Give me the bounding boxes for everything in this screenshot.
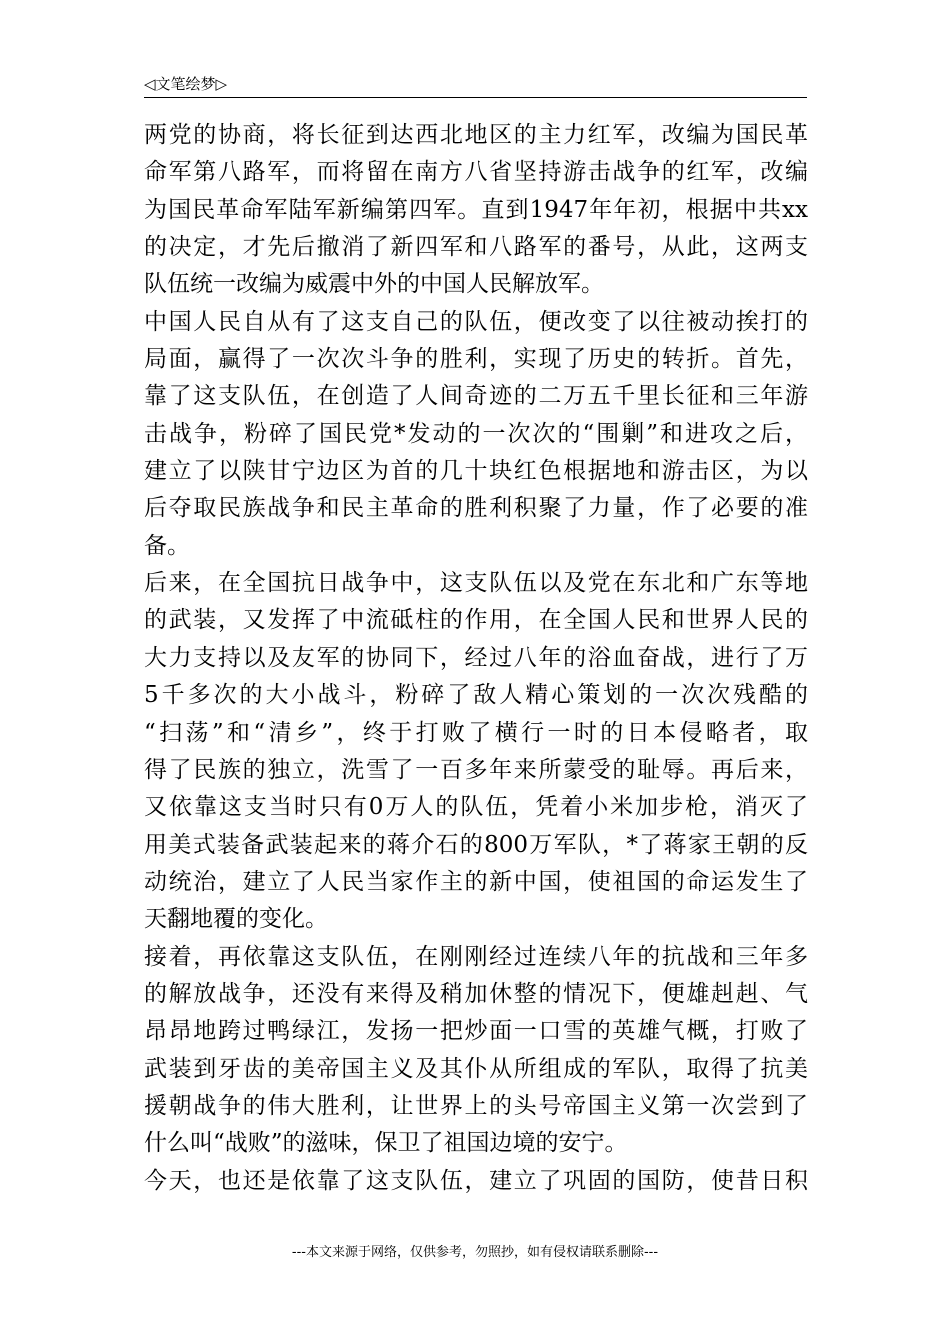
text-line: 局面，赢得了一次次斗争的胜利，实现了历史的转折。首先， (144, 346, 808, 373)
text-line: 今天，也还是依靠了这支队伍，建立了巩固的国防，使昔日积 (144, 1167, 808, 1194)
text-line: 建立了以陕甘宁边区为首的几十块红色根据地和游击区，为以 (144, 458, 808, 485)
text-line: 的解放战争，还没有来得及稍加休整的情况下，便雄赳赳、气 (144, 980, 808, 1007)
text-line: “扫荡”和“清乡”，终于打败了横行一时的日本侵略者，取 (144, 719, 808, 746)
text-line: 中国人民自从有了这支自己的队伍，便改变了以往被动挨打的 (144, 308, 808, 335)
text-line: 用美式装备武装起来的蒋介石的800万军队，*了蒋家王朝的反 (144, 831, 808, 858)
text-line: 昂昂地跨过鸭绿江，发扬一把炒面一口雪的英雄气概，打败了 (144, 1018, 808, 1045)
document-body (144, 117, 808, 1200)
footer-disclaimer: ---本文来源于网络，仅供参考，勿照抄，如有侵权请联系删除--- (291, 1245, 659, 1260)
text-line: 5千多次的大小战斗，粉碎了敌人精心策划的一次次残酷的 (144, 682, 808, 709)
text-line: 天翻地覆的变化。 (144, 906, 328, 933)
text-line: 两党的协商，将长征到达西北地区的主力红军，改编为国民革 (144, 122, 808, 148)
text-line: 接着，再依靠这支队伍，在刚刚经过连续八年的抗战和三年多 (144, 943, 808, 970)
text-line: 后夺取民族战争和民主革命的胜利积聚了力量，作了必要的准 (144, 495, 808, 522)
text-line: 什么叫“战败”的滋味，保卫了祖国边境的安宁。 (144, 1130, 628, 1157)
text-line: 得了民族的独立，洗雪了一百多年来所蒙受的耻辱。再后来， (144, 756, 808, 783)
text-line: 为国民革命军陆军新编第四军。直到1947年年初，根据中共xx (144, 196, 808, 223)
document-header: ◁文笔绘梦▷ (144, 75, 228, 93)
text-line: 击战争，粉碎了国民党*发动的一次次的“围剿”和进攻之后， (144, 420, 808, 447)
text-line: 援朝战争的伟大胜利，让世界上的头号帝国主义第一次尝到了 (144, 1092, 808, 1119)
text-line: 的武装，又发挥了中流砥柱的作用，在全国人民和世界人民的 (144, 607, 808, 634)
text-line: 大力支持以及友军的协同下，经过八年的浴血奋战，进行了万 (144, 644, 808, 671)
text-line: 队伍统一改编为威震中外的中国人民解放军。 (144, 271, 604, 298)
text-line: 命军第八路军，而将留在南方八省坚持游击战争的红军，改编 (144, 159, 808, 186)
text-line: 动统治，建立了人民当家作主的新中国，使祖国的命运发生了 (144, 868, 808, 895)
header-divider (144, 97, 807, 98)
text-line: 后来，在全国抗日战争中，这支队伍以及党在东北和广东等地 (144, 570, 808, 597)
text-line: 的决定，才先后撤消了新四军和八路军的番号，从此，这两支 (144, 234, 808, 261)
text-line: 靠了这支队伍，在创造了人间奇迹的二万五千里长征和三年游 (144, 383, 808, 410)
text-line: 备。 (144, 532, 190, 559)
text-line: 武装到牙齿的美帝国主义及其仆从所组成的军队，取得了抗美 (144, 1055, 808, 1082)
text-line: 又依靠这支当时只有0万人的队伍，凭着小米加步枪，消灭了 (144, 794, 808, 821)
